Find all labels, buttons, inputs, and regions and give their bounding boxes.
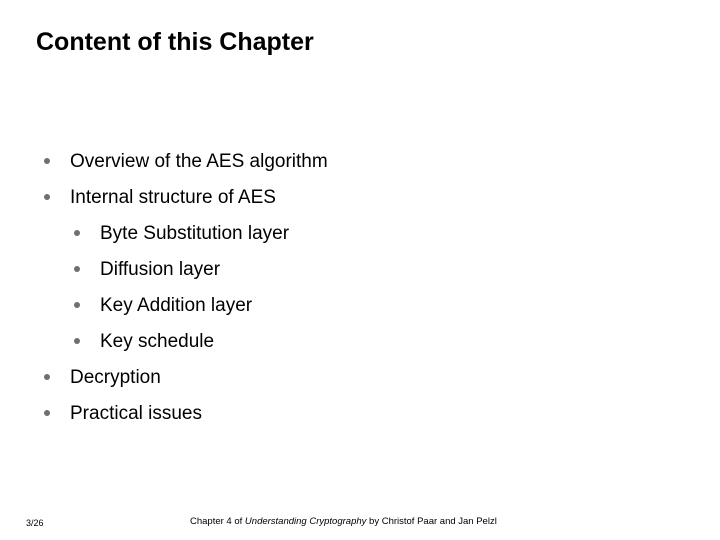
bullet-dot-icon	[44, 410, 50, 416]
bullet-item	[44, 187, 444, 211]
bullet-dot-icon	[44, 374, 50, 380]
bullet-item	[74, 223, 474, 247]
bullet-item	[44, 403, 444, 427]
bullet-dot-icon	[74, 302, 80, 308]
bullet-item	[74, 331, 474, 355]
bullet-dot-icon	[44, 158, 50, 164]
bullet-label: Internal structure of AES	[70, 187, 276, 208]
bullet-label: Overview of the AES algorithm	[70, 151, 328, 172]
bullet-item	[74, 259, 474, 283]
bullet-dot-icon	[74, 338, 80, 344]
bullet-item	[44, 367, 444, 391]
bullet-label: Practical issues	[70, 403, 202, 424]
slide-title: Content of this Chapter	[36, 28, 314, 56]
bullet-label: Key Addition layer	[100, 295, 253, 316]
bullet-item	[74, 295, 474, 319]
footer-credit-prefix: Chapter 4 of	[190, 516, 245, 527]
bullet-label: Key schedule	[100, 331, 215, 352]
bullet-item	[44, 151, 444, 175]
footer-credit-suffix: by Christof Paar and Jan Pelzl	[366, 516, 497, 527]
bullet-label: Byte Substitution layer	[100, 223, 290, 244]
page-number: 3/26	[26, 518, 44, 528]
bullet-dot-icon	[74, 230, 80, 236]
bullet-dot-icon	[44, 194, 50, 200]
footer-credit	[190, 516, 497, 527]
footer-credit-book: Understanding Cryptography	[244, 516, 367, 527]
bullet-label: Decryption	[70, 367, 161, 388]
bullet-dot-icon	[74, 266, 80, 272]
bullet-label: Diffusion layer	[100, 259, 221, 280]
